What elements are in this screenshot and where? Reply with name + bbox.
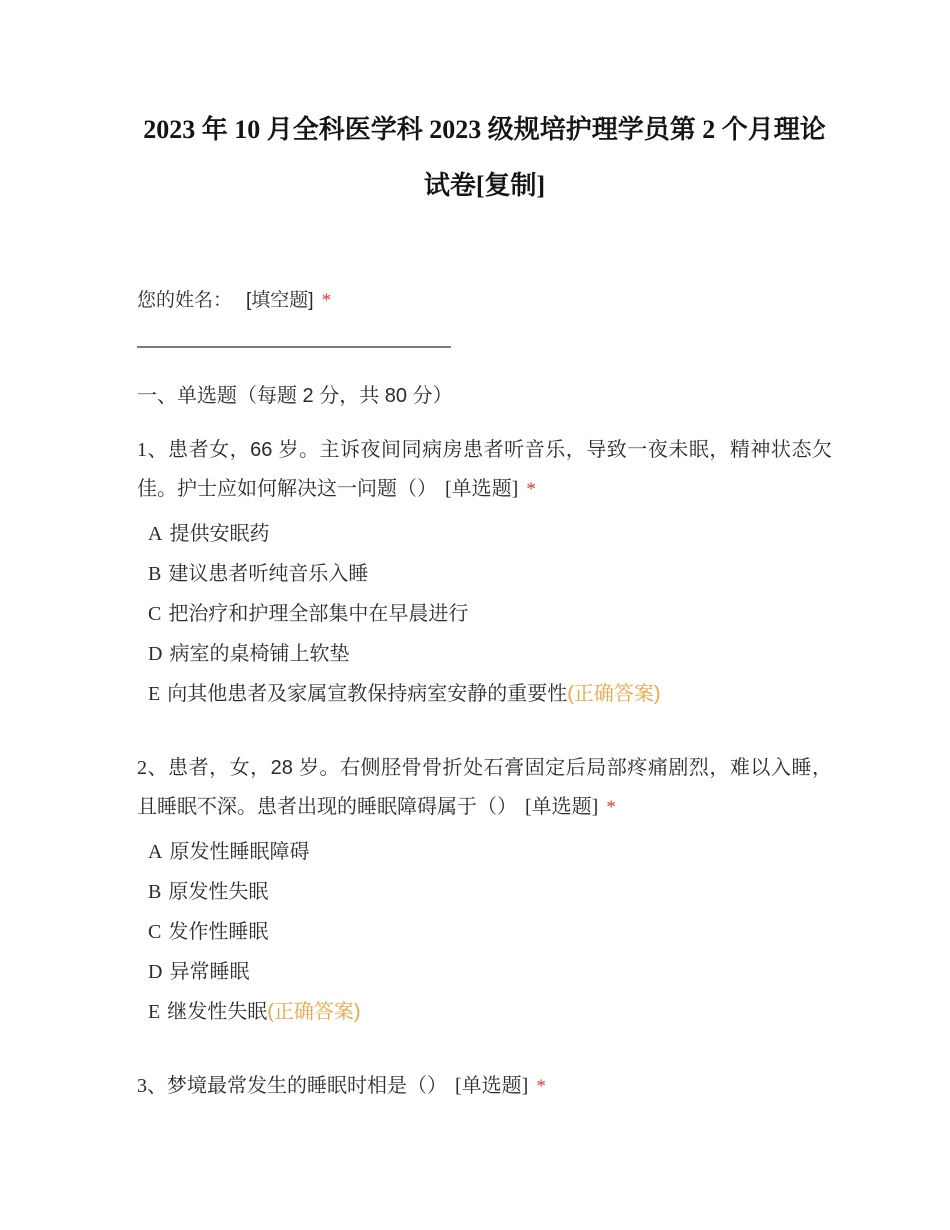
question-number: 3、	[137, 1075, 167, 1097]
name-blank-line[interactable]	[137, 346, 451, 348]
option-row	[148, 634, 832, 674]
required-asterisk: *	[526, 479, 536, 500]
option-letter: D	[148, 643, 163, 665]
question-stem: 梦境最常发生的睡眠时相是（）	[167, 1075, 447, 1097]
option-row	[148, 872, 832, 912]
question-text	[137, 749, 832, 827]
question-stem: 患者女，66 岁。主诉夜间同病房患者听音乐，导致一夜未眠，精神状态欠佳。护士应如何解决这一问题（）	[137, 439, 832, 500]
option-letter: C	[148, 921, 162, 943]
option-text: 建议患者听纯音乐入睡	[168, 563, 369, 585]
option-row	[148, 554, 832, 594]
question-type-tag: [单选题]	[445, 478, 519, 500]
name-field-label: 您的姓名：	[137, 290, 233, 311]
correct-answer-tag: (正确答案)	[567, 683, 661, 705]
question-number: 1、	[137, 439, 169, 461]
option-text: 异常睡眠	[169, 961, 250, 983]
option-letter: E	[148, 683, 161, 705]
question-number: 2、	[137, 757, 169, 779]
section-heading: 一、单选题（每题 2 分，共 80 分）	[137, 385, 453, 407]
option-text: 继发性失眠	[167, 1001, 268, 1023]
option-list	[137, 832, 832, 1032]
question-block	[137, 431, 832, 714]
option-row	[148, 992, 832, 1032]
question-stem: 患者，女，28 岁。右侧胫骨骨折处石膏固定后局部疼痛剧烈，难以入睡，且睡眠不深。患者出现的睡眠障碍属于（）	[137, 757, 832, 818]
option-row	[148, 594, 832, 634]
option-letter: E	[148, 1001, 161, 1023]
question-type-tag: [单选题]	[525, 796, 599, 818]
option-row	[148, 674, 832, 714]
question-list	[137, 431, 832, 1106]
question-type-tag: [单选题]	[455, 1075, 529, 1097]
option-row	[148, 952, 832, 992]
option-row	[148, 514, 832, 554]
required-asterisk: *	[606, 797, 616, 818]
option-row	[148, 912, 832, 952]
required-asterisk: *	[536, 1076, 546, 1097]
option-text: 向其他患者及家属宣教保持病室安静的重要性	[167, 683, 568, 705]
question-text	[137, 431, 832, 509]
option-letter: A	[148, 841, 163, 863]
required-asterisk: *	[321, 290, 332, 311]
correct-answer-tag: (正确答案)	[267, 1001, 361, 1023]
option-text: 提供安眠药	[169, 523, 270, 545]
name-field-type-tag: [填空题]	[246, 290, 314, 311]
option-list	[137, 514, 832, 714]
question-text	[137, 1067, 832, 1106]
option-text: 病室的桌椅铺上软垫	[169, 643, 350, 665]
option-row	[148, 832, 832, 872]
option-letter: B	[148, 563, 162, 585]
option-letter: C	[148, 603, 162, 625]
question-block	[137, 749, 832, 1032]
option-text: 原发性失眠	[168, 881, 269, 903]
document-title-line-2: 试卷[复制]	[423, 171, 546, 200]
option-text: 原发性睡眠障碍	[169, 841, 310, 863]
option-letter: D	[148, 961, 163, 983]
option-letter: B	[148, 881, 162, 903]
option-text: 发作性睡眠	[168, 921, 269, 943]
document-title	[137, 0, 832, 214]
document-title-line-1: 2023 年 10 月全科医学科 2023 级规培护理学员第 2 个月理论	[143, 115, 826, 144]
name-field-row	[137, 288, 832, 314]
option-text: 把治疗和护理全部集中在早晨进行	[168, 603, 469, 625]
question-block	[137, 1067, 832, 1106]
option-letter: A	[148, 523, 163, 545]
